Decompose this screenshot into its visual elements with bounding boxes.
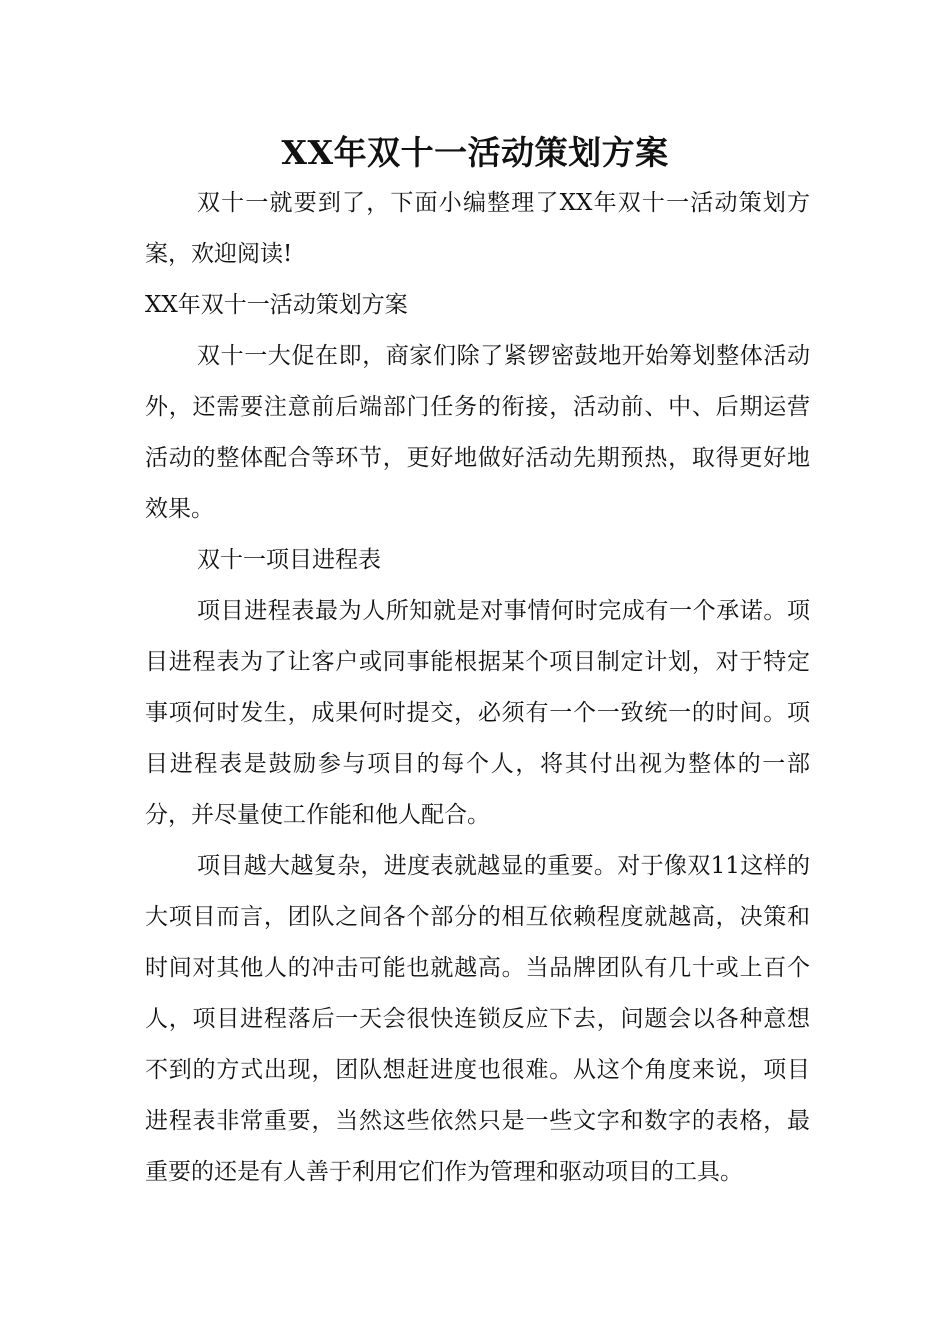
intro-paragraph: 双十一就要到了，下面小编整理了XX年双十一活动策划方案，欢迎阅读! [145,190,810,267]
body-paragraph: 项目越大越复杂，进度表就越显的重要。对于像双11这样的大项目而言，团队之间各个部分的相互依赖程度就越高，决策和时间对其他人的冲击可能也就越高。当品牌团队有几十或上百个人，项目进程落后一天会很快连锁反应下去，问题会以各种意想不到的方式出现，团队想赶进度也很难。从这个角度来说，项目进程表非常重要，当然这些依然只是一些文字和数字的表格，最重要的还是有人善于利用它们作为管理和驱动项目的工具。 [145,853,810,1185]
body-paragraph: 双十一大促在即，商家们除了紧锣密鼓地开始筹划整体活动外，还需要注意前后端部门任务的衔接，活动前、中、后期运营活动的整体配合等环节，更好地做好活动先期预热，取得更好地效果。 [145,343,810,522]
document-title: XX年双十一活动策划方案 [281,133,669,172]
section-heading: XX年双十一活动策划方案 [145,292,408,318]
subsection-heading: 双十一项目进程表 [197,547,381,573]
body-paragraph: 项目进程表最为人所知就是对事情何时完成有一个承诺。项目进程表为了让客户或同事能根据某个项目制定计划，对于特定事项何时发生，成果何时提交，必须有一个一致统一的时间。项目进程表是鼓励参与项目的每个人，将其付出视为整体的一部分，并尽量使工作能和他人配合。 [145,598,810,828]
document-body [145,178,810,1198]
